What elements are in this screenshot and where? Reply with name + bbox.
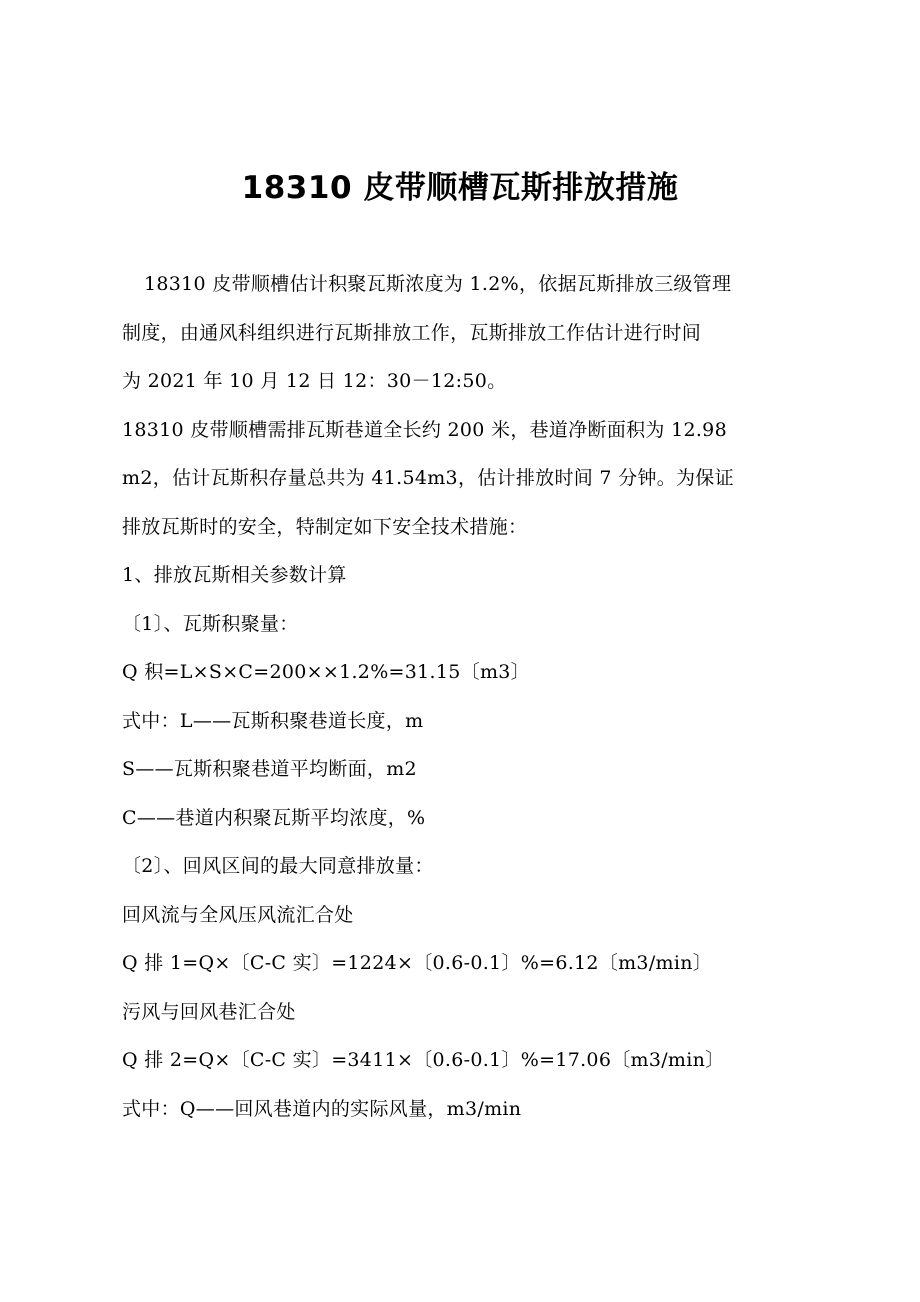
formula-line: Q 积=L×S×C=200××1.2%=31.15〔m3〕 [122,661,530,683]
definition-line: S——瓦斯积聚巷道平均断面，m2 [122,758,417,780]
paragraph-line: 制度，由通风科组织进行瓦斯排放工作，瓦斯排放工作估计进行时间 [122,321,702,344]
definition-line: 式中：Q——回风巷道内的实际风量，m3/min [122,1097,522,1120]
paragraph-line: 回风流与全风压风流汇合处 [122,903,354,926]
paragraph-line: 为 2021 年 10 月 12 日 12：30－12:50。 [122,370,507,392]
document-title: 18310 皮带顺槽瓦斯排放措施 [241,170,679,206]
definition-line: C——巷道内积聚瓦斯平均浓度，% [122,806,426,829]
subsection-heading: 〔2〕、回风区间的最大同意排放量： [122,855,434,877]
section-heading: 1、排放瓦斯相关参数计算 [122,564,347,586]
paragraph-line: 污风与回风巷汇合处 [122,1000,296,1023]
paragraph-line: 排放瓦斯时的安全，特制定如下安全技术措施： [122,515,528,538]
formula-line: Q 排 2=Q×〔C-C 实〕=3411×〔0.6-0.1〕%=17.06〔m3/min〕 [122,1049,725,1071]
formula-line: Q 排 1=Q×〔C-C 实〕=1224×〔0.6-0.1〕%=6.12〔m3/min〕 [122,952,713,974]
paragraph-line: 18310 皮带顺槽估计积聚瓦斯浓度为 1.2%，依据瓦斯排放三级管理 [144,273,732,295]
paragraph-line: 18310 皮带顺槽需排瓦斯巷道全长约 200 米，巷道净断面积为 12.98 [122,418,727,441]
subsection-heading: 〔1〕、瓦斯积聚量： [122,612,299,635]
document-body [122,260,812,1133]
definition-line: 式中：L——瓦斯积聚巷道长度，m [122,709,424,732]
paragraph-line: m2，估计瓦斯积存量总共为 41.54m3，估计排放时间 7 分钟。为保证 [122,467,734,489]
